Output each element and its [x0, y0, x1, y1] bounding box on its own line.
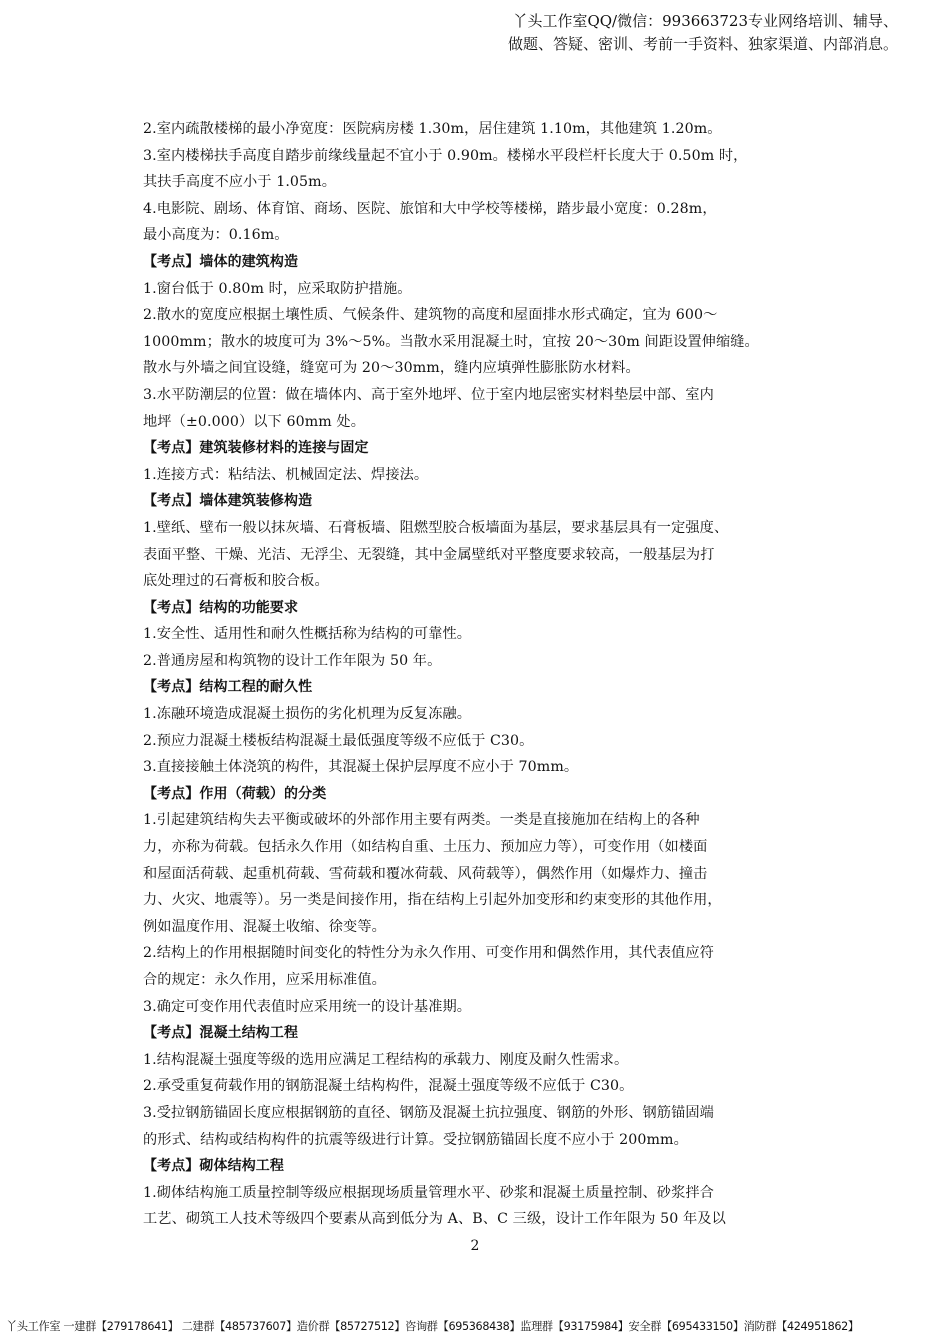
page-header: [338, 10, 898, 56]
body-line: 2.预应力混凝土楼板结构混凝土最低强度等级不应低于 C30。: [143, 732, 534, 749]
body-line: 的形式、结构或结构构件的抗震等级进行计算。受拉钢筋锚固长度不应小于 200mm。: [143, 1131, 688, 1148]
body-line: 工艺、砌筑工人技术等级四个要素从高到低分为 A、B、C 三级，设计工作年限为 50 年及以: [143, 1211, 726, 1228]
body-line: 1.结构混凝土强度等级的选用应满足工程结构的承载力、刚度及耐久性需求。: [143, 1051, 629, 1068]
page-number: 2: [470, 1238, 480, 1254]
section-heading: 【考点】墙体的建筑构造: [143, 253, 299, 270]
section-heading: 【考点】建筑装修材料的连接与固定: [143, 440, 369, 457]
document-body: [143, 116, 811, 1233]
body-line: 1.砌体结构施工质量控制等级应根据现场质量管理水平、砂浆和混凝土质量控制、砂浆拌合: [143, 1184, 714, 1201]
body-line: 2.普通房屋和构筑物的设计工作年限为 50 年。: [143, 652, 442, 669]
body-line: 合的规定：永久作用，应采用标准值。: [143, 972, 386, 988]
body-line: 1.壁纸、壁布一般以抹灰墙、石膏板墙、阻燃型胶合板墙面为基层，要求基层具有一定强度、: [143, 519, 729, 536]
body-line: 1.引起建筑结构失去平衡或破坏的外部作用主要有两类。一类是直接施加在结构上的各种: [143, 812, 700, 829]
section-heading: 【考点】结构工程的耐久性: [143, 679, 313, 696]
section-heading: 【考点】结构的功能要求: [143, 599, 299, 616]
body-line: 力、火灾、地震等）。另一类是间接作用，指在结构上引起外加变形和约束变形的其他作用，: [143, 892, 722, 909]
body-line: 1.安全性、适用性和耐久性概括称为结构的可靠性。: [143, 626, 472, 643]
body-line: 1000mm；散水的坡度可为 3%～5%。当散水采用混凝土时，宜按 20～30m 间距设置伸缩缝。: [143, 333, 759, 350]
body-line: 2.结构上的作用根据随时间变化的特性分为永久作用、可变作用和偶然作用，其代表值应符: [143, 945, 714, 962]
body-line: 散水与外墙之间宜设缝，缝宽可为 20～30mm，缝内应填弹性膨胀防水材料。: [143, 360, 640, 377]
body-line: 3.室内楼梯扶手高度自踏步前缘线量起不宜小于 0.90m。楼梯水平段栏杆长度大于 0.50m 时，: [143, 147, 748, 164]
body-line: 表面平整、干燥、光洁、无浮尘、无裂缝，其中金属壁纸对平整度要求较高，一般基层为打: [143, 546, 715, 563]
body-line: 力，亦称为荷载。包括永久作用（如结构自重、土压力、预加应力等），可变作用（如楼面: [143, 839, 708, 856]
body-line: 地坪（±0.000）以下 60mm 处。: [143, 413, 365, 430]
page-footer: 丫头工作室 一建群【279178641】 二建群【485737607】造价群【85727512】咨询群【695368438】监理群【93175984】安全群【695433150】消防群【424951862】: [6, 1320, 859, 1333]
body-line: 例如温度作用、混凝土收缩、徐变等。: [143, 918, 386, 935]
body-line: 4.电影院、剧场、体育馆、商场、医院、旅馆和大中学校等楼梯，踏步最小宽度：0.28m，: [143, 200, 717, 217]
section-heading: 【考点】墙体建筑装修构造: [143, 493, 313, 510]
body-line: 2.承受重复荷载作用的钢筋混凝土结构构件，混凝土强度等级不应低于 C30。: [143, 1078, 634, 1095]
section-heading: 【考点】混凝土结构工程: [143, 1025, 299, 1042]
body-line: 最小高度为：0.16m。: [143, 227, 289, 244]
header-line-1: 丫头工作室QQ/微信：993663723专业网络培训、辅导、: [512, 12, 898, 30]
body-line: 3.受拉钢筋锚固长度应根据钢筋的直径、钢筋及混凝土抗拉强度、钢筋的外形、钢筋锚固端: [143, 1104, 714, 1121]
body-line: 2.散水的宽度应根据土壤性质、气候条件、建筑物的高度和屋面排水形式确定，宜为 600～: [143, 307, 718, 324]
body-line: 1.连接方式：粘结法、机械固定法、焊接法。: [143, 466, 429, 483]
body-line: 其扶手高度不应小于 1.05m。: [143, 174, 337, 191]
body-line: 底处理过的石膏板和胶合板。: [143, 573, 329, 590]
header-line-2: 做题、答疑、密训、考前一手资料、独家渠道、内部消息。: [507, 35, 898, 53]
section-heading: 【考点】作用（荷载）的分类: [143, 785, 327, 802]
body-line: 3.确定可变作用代表值时应采用统一的设计基准期。: [143, 998, 472, 1015]
section-heading: 【考点】砌体结构工程: [143, 1158, 284, 1175]
body-line: 1.窗台低于 0.80m 时，应采取防护措施。: [143, 280, 412, 297]
body-line: 1.冻融环境造成混凝土损伤的劣化机理为反复冻融。: [143, 706, 472, 723]
body-line: 和屋面活荷载、起重机荷载、雪荷载和覆冰荷载、风荷载等），偶然作用（如爆炸力、撞击: [143, 865, 708, 882]
body-line: 2.室内疏散楼梯的最小净宽度：医院病房楼 1.30m，居住建筑 1.10m，其他建筑 1.20m。: [143, 121, 722, 137]
body-line: 3.水平防潮层的位置：做在墙体内、高于室外地坪、位于室内地层密实材料垫层中部、室内: [143, 386, 714, 403]
body-line: 3.直接接触土体浇筑的构件，其混凝土保护层厚度不应小于 70mm。: [143, 759, 579, 776]
